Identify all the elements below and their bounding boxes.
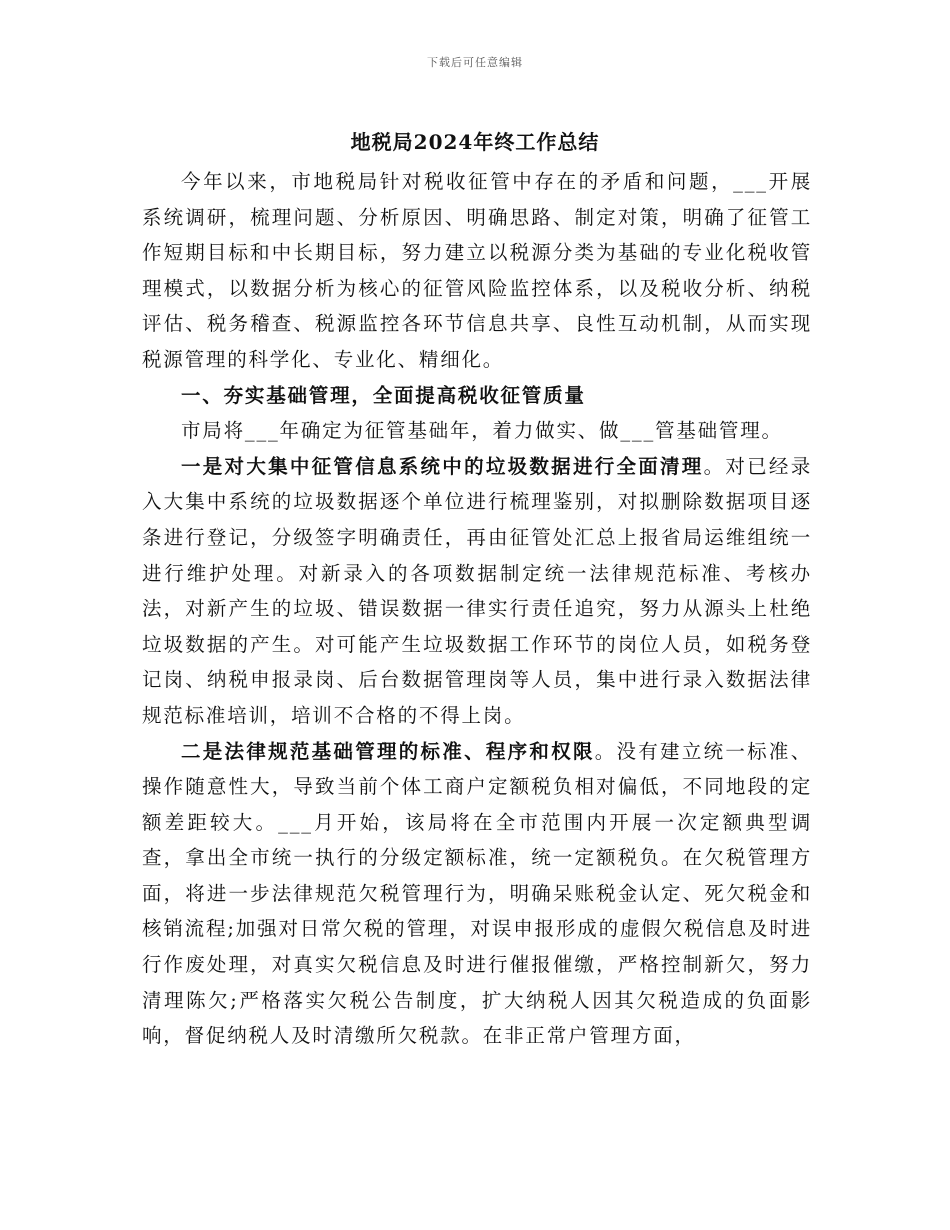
- document-body: [142, 164, 812, 1054]
- point-two-lead: 二是法律规范基础管理的标准、程序和权限: [181, 739, 595, 763]
- point-one-lead: 一是对大集中征管信息系统中的垃圾数据进行全面清理: [181, 454, 704, 478]
- point-one-paragraph: [142, 449, 812, 734]
- document-title: 地税局2024年终工作总结: [350, 130, 600, 154]
- section-heading: 一、夯实基础管理，全面提高税收征管质量: [181, 383, 586, 407]
- point-two-paragraph: [142, 734, 812, 1054]
- section-summary-paragraph: 市局将___年确定为征管基础年，着力做实、做___管基础管理。: [181, 419, 783, 443]
- point-two-text: 。没有建立统一标准、操作随意性大，导致当前个体工商户定额税负相对偏低，不同地段的定额差距较大。___月开始，该局将在全市范围内开展一次定额典型调查，拿出全市统一执行的分级定额标准，统一定额税负。在欠税管理方面，将进一步法律规范欠税管理行为，明确呆账税金认定、死欠税金和核销流程;加强对日常欠税的管理，对误申报形成的虚假欠税信息及时进行作废处理，对真实欠税信息及时进行催报催缴，严格控制新欠，努力清理陈欠;严格落实欠税公告制度，扩大纳税人因其欠税造成的负面影响，督促纳税人及时清缴所欠税款。在非正常户管理方面，: [142, 739, 812, 1048]
- page-header-note: 下载后可任意编辑: [427, 56, 523, 69]
- point-one-text: 。对已经录入大集中系统的垃圾数据逐个单位进行梳理鉴别，对拟删除数据项目逐条进行登记，分级签字明确责任，再由征管处汇总上报省局运维组统一进行维护处理。对新录入的各项数据制定统一法律规范标准、考核办法，对新产生的垃圾、错误数据一律实行责任追究，努力从源头上杜绝垃圾数据的产生。对可能产生垃圾数据工作环节的岗位人员，如税务登记岗、纳税申报录岗、后台数据管理岗等人员，集中进行录入数据法律规范标准培训，培训不合格的不得上岗。: [142, 454, 812, 727]
- intro-paragraph: 今年以来，市地税局针对税收征管中存在的矛盾和问题，___开展系统调研，梳理问题、分析原因、明确思路、制定对策，明确了征管工作短期目标和中长期目标，努力建立以税源分类为基础的专业化税收管理模式，以数据分析为核心的征管风险监控体系，以及税收分析、纳税评估、税务稽查、税源监控各环节信息共享、良性互动机制，从而实现税源管理的科学化、专业化、精细化。: [142, 170, 813, 371]
